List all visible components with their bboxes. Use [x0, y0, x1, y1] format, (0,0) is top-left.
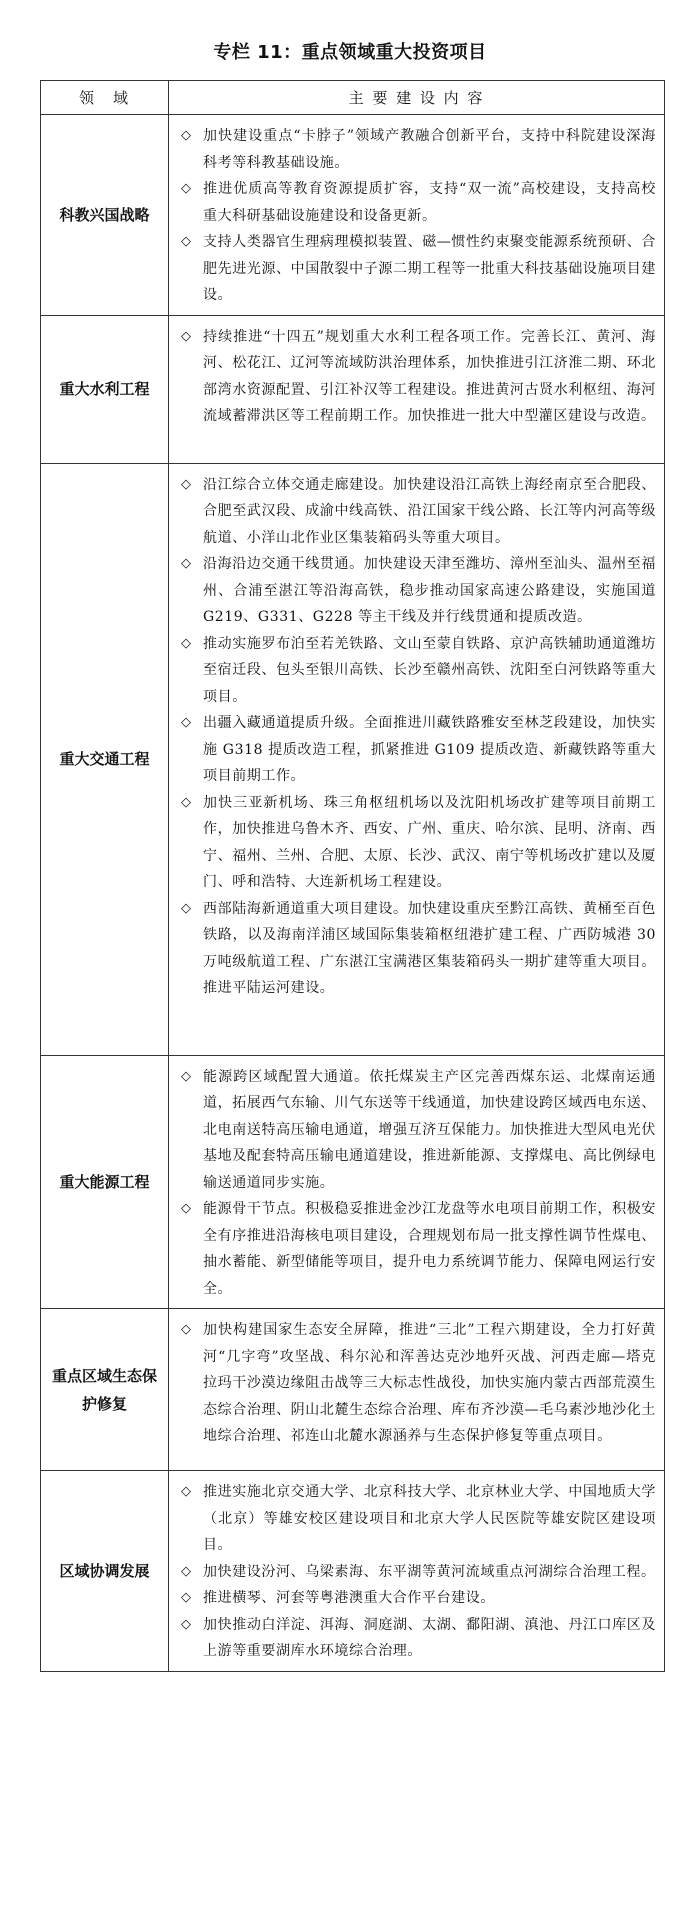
item-text: 支持人类器官生理病理模拟装置、磁—惯性约束聚变能源系统预研、合肥先进光源、中国散裂中子源二期工程等一批重大科技基础设施项目建设。	[203, 234, 656, 303]
header-content: 主 要 建 设 内 容	[169, 81, 665, 115]
diamond-bullet-icon: ◇	[181, 1322, 192, 1337]
content-item	[179, 123, 656, 176]
field-name: 区域协调发展	[41, 1471, 169, 1672]
diamond-bullet-icon: ◇	[181, 1563, 192, 1579]
field-name: 重点区域生态保护修复	[41, 1309, 169, 1471]
content-cell	[169, 1471, 665, 1672]
content-item	[179, 790, 656, 896]
diamond-bullet-icon: ◇	[181, 234, 192, 249]
diamond-bullet-icon: ◇	[181, 556, 192, 571]
content-cell	[169, 1055, 665, 1309]
investment-projects-table	[40, 80, 665, 1672]
content-item	[179, 1559, 656, 1586]
item-text: 沿江综合立体交通走廊建设。加快建设沿江高铁上海经南京至合肥段、合肥至武汉段、成渝中线高铁、沿江国家干线公路、长江等内河高等级航道、小洋山北作业区集装箱码头等重大项目。	[203, 476, 656, 546]
item-text: 加快构建国家生态安全屏障，推进“三北”工程六期建设，全力打好黄河“几字弯”攻坚战、科尔沁和浑善达克沙地歼灭战、河西走廊—塔克拉玛干沙漠边缘阻击战等三大标志性战役，加快实施内蒙古西部荒漠生态综合治理、阴山北麓生态综合治理、库布齐沙漠—毛乌素沙地沙化土地综合治理、祁连山北麓水源涵养与生态保护修复等重点项目。	[203, 1322, 656, 1444]
content-cell	[169, 115, 665, 316]
content-item	[179, 324, 656, 430]
column-title: 专栏 11：重点领域重大投资项目	[213, 42, 487, 63]
item-text: 推进实施北京交通大学、北京科技大学、北京林业大学、中国地质大学（北京）等雄安校区建设项目和北京大学人民医院等雄安院区建设项目。	[203, 1484, 656, 1553]
diamond-bullet-icon: ◇	[181, 181, 192, 196]
table-row	[41, 463, 665, 1055]
field-name: 重大能源工程	[41, 1055, 169, 1309]
field-name: 重大水利工程	[41, 315, 169, 463]
diamond-bullet-icon: ◇	[181, 1068, 192, 1084]
item-text: 能源骨干节点。积极稳妥推进金沙江龙盘等水电项目前期工作，积极安全有序推进沿海核电项目建设，合理规划布局一批支撑性调节性煤电、抽水蓄能、新型储能等项目，提升电力系统调节能力、保障电网运行安全。	[203, 1201, 656, 1297]
content-item	[179, 1064, 656, 1197]
table-row	[41, 1309, 665, 1471]
table-body	[41, 115, 665, 1672]
header-field: 领 域	[41, 81, 169, 115]
diamond-bullet-icon: ◇	[181, 1590, 192, 1605]
content-item	[179, 631, 656, 711]
table-row	[41, 1055, 665, 1309]
item-text: 加快三亚新机场、珠三角枢纽机场以及沈阳机场改扩建等项目前期工作，加快推进乌鲁木齐、西安、广州、重庆、哈尔滨、昆明、济南、西宁、福州、兰州、合肥、太原、长沙、武汉、南宁等机场改扩建以及厦门、呼和浩特、大连新机场工程建设。	[203, 794, 656, 890]
item-text: 能源跨区域配置大通道。依托煤炭主产区完善西煤东运、北煤南运通道，拓展西气东输、川气东送等干线通道，加快建设跨区域西电东送、北电南送特高压输电通道，增强互济互保能力。加快推进大型风电光伏基地及配套特高压输电通道建设，推进新能源、支撑煤电、高比例绿电输送通道同步实施。	[203, 1068, 656, 1191]
diamond-bullet-icon: ◇	[181, 1484, 192, 1499]
diamond-bullet-icon: ◇	[181, 1616, 192, 1632]
field-name: 重大交通工程	[41, 463, 169, 1055]
content-item	[179, 710, 656, 790]
content-item	[179, 1196, 656, 1302]
diamond-bullet-icon: ◇	[181, 794, 192, 810]
content-item	[179, 551, 656, 631]
table-header-row	[41, 81, 665, 115]
diamond-bullet-icon: ◇	[181, 715, 192, 730]
item-text: 推动实施罗布泊至若羌铁路、文山至蒙自铁路、京沪高铁辅助通道潍坊至宿迁段、包头至银川高铁、长沙至赣州高铁、沈阳至白河铁路等重大项目。	[203, 635, 656, 705]
field-name: 科教兴国战略	[41, 115, 169, 316]
diamond-bullet-icon: ◇	[181, 328, 192, 344]
content-cell	[169, 1309, 665, 1471]
content-item	[179, 1612, 656, 1665]
content-item	[179, 229, 656, 309]
diamond-bullet-icon: ◇	[181, 900, 192, 916]
content-item	[179, 1317, 656, 1450]
diamond-bullet-icon: ◇	[181, 635, 192, 651]
item-text: 出疆入藏通道提质升级。全面推进川藏铁路雅安至林芝段建设，加快实施 G318 提质改造工程，抓紧推进 G109 提质改造、新藏铁路等重大项目前期工作。	[203, 715, 656, 784]
diamond-bullet-icon: ◇	[181, 476, 192, 492]
item-text: 西部陆海新通道重大项目建设。加快建设重庆至黔江高铁、黄桶至百色铁路，以及海南洋浦区域国际集装箱枢纽港扩建工程、广西防城港 30 万吨级航道工程、广东湛江宝满港区集装箱码头一期扩建等重大项目。推进平陆运河建设。	[203, 900, 656, 996]
item-text: 加快建设重点“卡脖子”领域产教融合创新平台，支持中科院建设深海科考等科教基础设施。	[203, 128, 656, 171]
content-cell	[169, 315, 665, 463]
item-text: 推进优质高等教育资源提质扩容，支持“双一流”高校建设，支持高校重大科研基础设施建设和设备更新。	[203, 181, 656, 224]
content-item	[179, 176, 656, 229]
item-text: 加快建设汾河、乌梁素海、东平湖等黄河流域重点河湖综合治理工程。	[203, 1563, 656, 1580]
content-item	[179, 472, 656, 552]
content-item	[179, 1479, 656, 1559]
table-row	[41, 315, 665, 463]
content-cell	[169, 463, 665, 1055]
content-item	[179, 1585, 656, 1612]
table-row	[41, 115, 665, 316]
item-text: 推进横琴、河套等粤港澳重大合作平台建设。	[203, 1590, 495, 1606]
item-text: 沿海沿边交通干线贯通。加快建设天津至潍坊、漳州至汕头、温州至福州、合浦至湛江等沿海高铁，稳步推动国家高速公路建设，实施国道 G219、G331、G228 等主干线及并行线贯通和提质改造。	[203, 556, 656, 625]
diamond-bullet-icon: ◇	[181, 128, 192, 143]
item-text: 持续推进“十四五”规划重大水利工程各项工作。完善长江、黄河、海河、松花江、辽河等流域防洪治理体系，加快推进引江济淮二期、环北部湾水资源配置、引江补汉等工程建设。推进黄河古贤水利枢纽、海河流域蓄滞洪区等工程前期工作。加快推进一批大中型灌区建设与改造。	[203, 328, 656, 424]
diamond-bullet-icon: ◇	[181, 1201, 192, 1216]
content-item	[179, 896, 656, 1002]
table-row	[41, 1471, 665, 1672]
item-text: 加快推动白洋淀、洱海、洞庭湖、太湖、鄱阳湖、滇池、丹江口库区及上游等重要湖库水环境综合治理。	[203, 1616, 656, 1659]
